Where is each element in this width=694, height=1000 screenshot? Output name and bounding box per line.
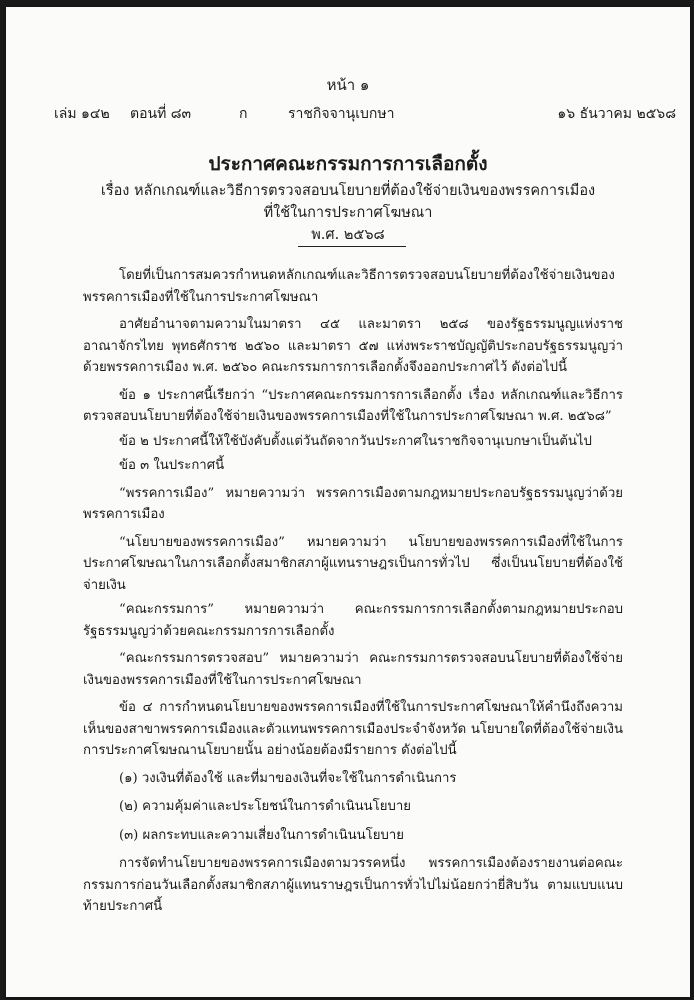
clause-1: ข้อ ๑ ประกาศนี้เรียกว่า “ประกาศคณะกรรมการการเลือกตั้ง เรื่อง หลักเกณฑ์และวิธีการตรวจสอบนโยบายที่ต้องใช้จ่ายเงินของพรรคการเมืองที่ใช้ในการประกาศโฆษณา พ.ศ. ๒๕๖๘” xyxy=(83,387,623,424)
subject-line-1: เรื่อง หลักเกณฑ์และวิธีการตรวจสอบนโยบายที่ต้องใช้จ่ายเงินของพรรคการเมือง xyxy=(100,183,596,199)
clause-3: ข้อ ๓ ในประกาศนี้ xyxy=(119,458,225,473)
subject-line-2: ที่ใช้ในการประกาศโฆษณา xyxy=(263,205,433,221)
volume-label: เล่ม ๑๔๒ xyxy=(54,106,110,122)
definition-party: “พรรคการเมือง” หมายความว่า พรรคการเมืองตามกฎหมายประกอบรัฐธรรมนูญว่าด้วยพรรคการเมือง xyxy=(83,485,623,522)
section-label: ก xyxy=(239,106,248,122)
announcement-body xyxy=(83,265,623,924)
clause-4-item-3: (๓) ผลกระทบและความเสี่ยงในการดำเนินนโยบาย xyxy=(119,827,404,843)
definition-commission: “คณะกรรมการ” หมายความว่า คณะกรรมการการเลือกตั้งตามกฎหมายประกอบรัฐธรรมนูญว่าด้วยคณะกรรมการการเลือกตั้ง xyxy=(83,602,623,639)
issue-label: ตอนที่ ๘๓ xyxy=(130,106,192,122)
gazette-page xyxy=(6,7,690,997)
page-number: หน้า ๑ xyxy=(326,76,370,94)
preamble-paragraph: โดยที่เป็นการสมควรกำหนดหลักเกณฑ์และวิธีการตรวจสอบนโยบายที่ต้องใช้จ่ายเงินของพรรคการเมืองที่ใช้ในการประกาศโฆษณา xyxy=(83,268,615,305)
announcement-title: ประกาศคณะกรรมการการเลือกตั้ง xyxy=(208,153,488,175)
title-divider xyxy=(298,246,406,247)
clause-4-paragraph-2: การจัดทำนโยบายของพรรคการเมืองตามวรรคหนึ่ง พรรคการเมืองต้องรายงานต่อคณะกรรมการก่อนวันเลือกตั้งสมาชิกสภาผู้แทนราษฎรเป็นการทั่วไปไม่น้อยกว่ายี่สิบวัน ตามแบบแนบท้ายประกาศนี้ xyxy=(83,856,623,914)
clause-2: ข้อ ๒ ประกาศนี้ให้ใช้บังคับตั้งแต่วันถัดจากวันประกาศในราชกิจจานุเบกษาเป็นต้นไป xyxy=(119,433,592,449)
gazette-name: ราชกิจจานุเบกษา xyxy=(288,106,395,122)
definition-audit-committee: “คณะกรรมการตรวจสอบ” หมายความว่า คณะกรรมการตรวจสอบนโยบายที่ต้องใช้จ่ายเงินของพรรคการเมืองที่ใช้ในการประกาศโฆษณา xyxy=(83,651,623,688)
clause-4-item-1: (๑) วงเงินที่ต้องใช้ และที่มาของเงินที่จะใช้ในการดำเนินการ xyxy=(119,770,457,786)
authority-paragraph: อาศัยอำนาจตามความในมาตรา ๔๕ และมาตรา ๒๕๘ ของรัฐธรรมนูญแห่งราชอาณาจักรไทย พุทธศักราช ๒๕๖๐ และมาตรา ๕๗ แห่งพระราชบัญญัติประกอบรัฐธรรมนูญว่าด้วยพรรคการเมือง พ.ศ. ๒๕๖๐ คณะกรรมการการเลือกตั้งจึงออกประกาศไว้ ดังต่อไปนี้ xyxy=(83,317,623,375)
publication-date: ๑๖ ธันวาคม ๒๕๖๘ xyxy=(557,106,676,122)
clause-4: ข้อ ๔ การกำหนดนโยบายของพรรคการเมืองที่ใช้ในการประกาศโฆษณาให้คำนึงถึงความเห็นของสาขาพรรคการเมืองและตัวแทนพรรคการเมืองประจำจังหวัด นโยบายใดที่ต้องใช้จ่ายเงิน การประกาศโฆษณานโยบายนั้น อย่างน้อยต้องมีรายการ ดังต่อไปนี้ xyxy=(83,700,623,758)
announcement-year: พ.ศ. ๒๕๖๘ xyxy=(311,227,385,243)
clause-4-item-2: (๒) ความคุ้มค่าและประโยชน์ในการดำเนินนโยบาย xyxy=(119,799,411,814)
definition-party-policy: “นโยบายของพรรคการเมือง” หมายความว่า นโยบายของพรรคการเมืองที่ใช้ในการประกาศโฆษณาในการเลือกตั้งสมาชิกสภาผู้แทนราษฎรเป็นการทั่วไป ซึ่งเป็นนโยบายที่ต้องใช้จ่ายเงิน xyxy=(83,534,623,593)
announcement-subject xyxy=(6,180,690,224)
